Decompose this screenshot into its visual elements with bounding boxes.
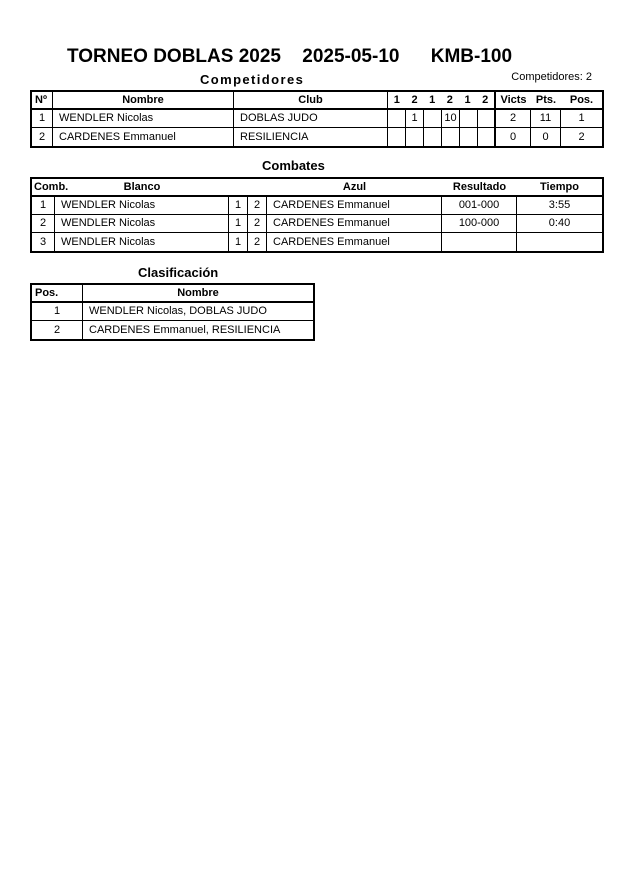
score-cell: 10 [442,110,460,128]
combates-table [30,177,604,253]
num-cell: 2 [32,128,53,146]
header-spacer [229,179,248,197]
column-headers-rounds [388,92,496,110]
column-header-comb: Comb. [32,179,55,197]
column-header-pos: Pos. [569,93,594,106]
score-cell [388,128,406,146]
score-cell [478,110,496,128]
comb-cell: 2 [32,215,55,233]
blanco-cell: WENDLER Nicolas [55,215,229,233]
title-tournament: TORNEO DOBLAS 2025 [67,46,281,67]
club-cell: DOBLAS JUDO [234,110,388,128]
round-header: 1 [393,93,400,106]
pos-cell: 2 [578,130,585,143]
club-cell: RESILIENCIA [234,128,388,146]
section-title-clasificacion: Clasificación [138,265,219,280]
column-header-club: Club [234,92,388,110]
pts-cell: 0 [531,128,561,146]
nombre-cell: CARDENES Emmanuel, RESILIENCIA [89,323,281,336]
azul-number-cell: 2 [248,233,267,251]
column-header-tiempo: Tiempo [517,179,602,197]
column-header-victs: Victs [500,93,527,106]
blanco-number-cell: 1 [229,233,248,251]
page-title [67,46,512,68]
column-header-nombre: Nombre [53,92,234,110]
comb-cell: 1 [32,197,55,215]
pos-cell: 2 [32,321,83,339]
clasificacion-table [30,283,315,341]
blanco-number-cell: 1 [229,197,248,215]
resultado-cell [442,233,517,251]
nombre-cell: CARDENES Emmanuel [53,128,234,146]
azul-cell: CARDENES Emmanuel [267,197,442,215]
column-headers-summary [496,92,602,110]
tiempo-cell: 3:55 [517,197,602,215]
competidores-table [30,90,604,148]
azul-cell: CARDENES Emmanuel [267,215,442,233]
resultado-cell: 001-000 [442,197,517,215]
blanco-cell: WENDLER Nicolas [55,197,229,215]
title-category: KMB-100 [430,46,513,67]
comb-cell: 3 [32,233,55,251]
column-header-resultado: Resultado [442,179,517,197]
nombre-cell: WENDLER Nicolas [53,110,234,128]
pts-cell: 11 [531,110,561,128]
score-cell [424,128,442,146]
column-header-nombre: Nombre [83,285,313,303]
round-header: 1 [464,93,471,106]
score-cell [388,110,406,128]
score-cell: 1 [406,110,424,128]
column-header-num: Nº [32,92,53,110]
section-title-competidores: Competidores [200,72,305,87]
azul-number-cell: 2 [248,197,267,215]
tiempo-cell [517,233,602,251]
round-header: 2 [411,93,418,106]
column-header-pos: Pos. [32,285,83,303]
round-header: 2 [482,93,489,106]
score-cell [460,110,478,128]
blanco-cell: WENDLER Nicolas [55,233,229,251]
score-cell [442,128,460,146]
resultado-cell: 100-000 [442,215,517,233]
azul-cell: CARDENES Emmanuel [267,233,442,251]
score-cell [406,128,424,146]
blanco-number-cell: 1 [229,215,248,233]
num-cell: 1 [32,110,53,128]
score-cell [424,110,442,128]
section-title-combates: Combates [262,158,325,173]
round-header: 1 [429,93,436,106]
victs-cell: 2 [496,110,531,128]
tiempo-cell: 0:40 [517,215,602,233]
title-date: 2025-05-10 [302,46,400,67]
column-header-azul: Azul [267,179,442,197]
column-header-blanco: Blanco [55,179,229,197]
score-cell [478,128,496,146]
score-cell [460,128,478,146]
pos-cell: 1 [561,110,602,128]
column-header-pts: Pts. [535,93,557,106]
nombre-cell: WENDLER Nicolas, DOBLAS JUDO [83,303,313,321]
victs-cell: 0 [496,128,531,146]
round-header: 2 [446,93,453,106]
competitor-count: Competidores: 2 [511,71,592,83]
azul-number-cell: 2 [248,215,267,233]
pos-cell: 1 [32,303,83,321]
header-spacer [248,179,267,197]
